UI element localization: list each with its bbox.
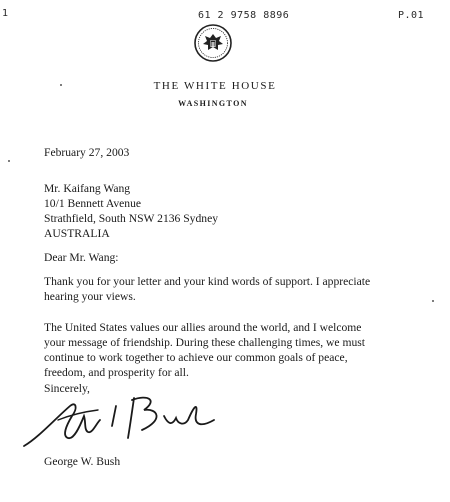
paragraph-line: hearing your views. xyxy=(44,290,136,303)
recipient-address xyxy=(44,181,218,241)
fax-page-label: P.01 xyxy=(398,10,425,21)
address-line: Mr. Kaifang Wang xyxy=(44,182,131,195)
scan-speck xyxy=(8,160,10,162)
fax-page-number: 1 xyxy=(2,8,9,19)
fax-number: 61 2 9758 8896 xyxy=(198,10,290,21)
scan-speck xyxy=(60,84,62,86)
letterhead-city: WASHINGTON xyxy=(178,99,248,108)
address-line: 10/1 Bennett Avenue xyxy=(44,197,142,210)
letter-date: February 27, 2003 xyxy=(44,146,130,159)
handwritten-signature xyxy=(18,386,238,456)
paragraph-2 xyxy=(44,320,365,380)
paragraph-line: your message of friendship. During these challenging times, we must xyxy=(44,336,366,349)
closing: Sincerely, xyxy=(44,382,90,395)
presidential-seal-icon xyxy=(193,23,233,63)
salutation: Dear Mr. Wang: xyxy=(44,251,119,264)
paragraph-line: Thank you for your letter and your kind words of support. I appreciate xyxy=(44,275,371,288)
address-line: AUSTRALIA xyxy=(44,227,110,240)
paragraph-1 xyxy=(44,274,370,304)
signer-name: George W. Bush xyxy=(44,455,121,468)
paragraph-line: freedom, and prosperity for all. xyxy=(44,366,189,379)
letterhead-title: THE WHITE HOUSE xyxy=(153,80,277,92)
paragraph-line: continue to work together to achieve our common goals of peace, xyxy=(44,351,348,364)
paragraph-line: The United States values our allies around the world, and I welcome xyxy=(44,321,362,334)
address-line: Strathfield, South NSW 2136 Sydney xyxy=(44,212,219,225)
scan-speck xyxy=(432,300,434,302)
